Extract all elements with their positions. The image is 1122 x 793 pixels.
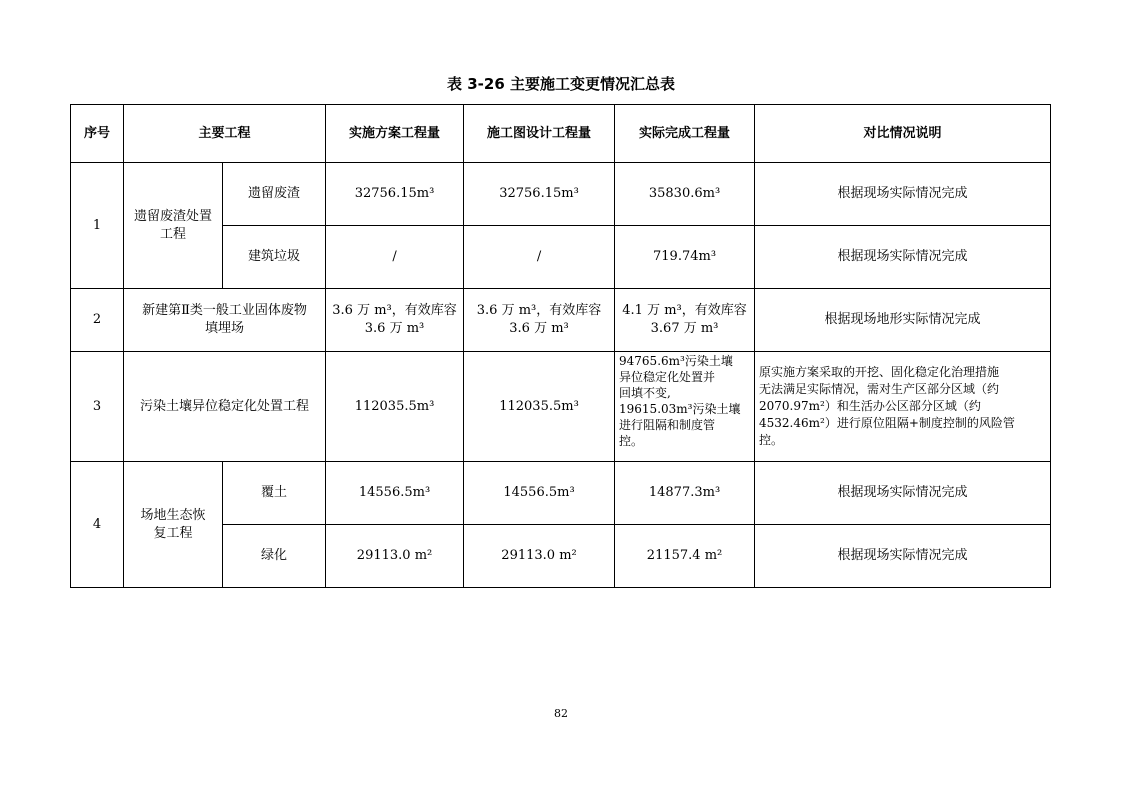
row3-actual: 94765.6m³污染土壤 异位稳定化处置并 回填不变, 19615.03m³污染土壤 进行阻隔和制度管 控。 xyxy=(615,352,755,462)
table-row xyxy=(71,163,1051,226)
table-row xyxy=(71,289,1051,352)
header-project: 主要工程 xyxy=(124,105,326,163)
table-row xyxy=(71,462,1051,525)
row3-design: 112035.5m³ xyxy=(464,352,615,462)
row2-plan: 3.6 万 m³，有效库容 3.6 万 m³ xyxy=(326,289,464,352)
row4a-item: 覆土 xyxy=(223,462,326,525)
row1a-design: 32756.15m³ xyxy=(464,163,615,226)
row4a-actual: 14877.3m³ xyxy=(615,462,755,525)
header-plan: 实施方案工程量 xyxy=(326,105,464,163)
row1b-design: / xyxy=(464,226,615,289)
header-row xyxy=(71,105,1051,163)
row4a-note: 根据现场实际情况完成 xyxy=(755,462,1051,525)
row3-note: 原实施方案采取的开挖、固化稳定化治理措施 无法满足实际情况，需对生产区部分区域（约 2070.97m²）和生活办公区部分区域（约 4532.46m²）进行原位阻隔+制度控制的风险管 控。 xyxy=(755,352,1051,462)
page-number: 82 xyxy=(554,707,568,720)
row1-group: 遗留废渣处置 工程 xyxy=(124,163,223,289)
row1b-note: 根据现场实际情况完成 xyxy=(755,226,1051,289)
row1b-item: 建筑垃圾 xyxy=(223,226,326,289)
header-design: 施工图设计工程量 xyxy=(464,105,615,163)
header-note: 对比情况说明 xyxy=(755,105,1051,163)
table-title: 表 3-26 主要施工变更情况汇总表 xyxy=(447,75,675,93)
row2-actual: 4.1 万 m³，有效库容 3.67 万 m³ xyxy=(615,289,755,352)
row2-item: 新建第Ⅱ类一般工业固体废物 填埋场 xyxy=(124,289,326,352)
change-summary-table xyxy=(70,104,1051,588)
row2-seq: 2 xyxy=(71,289,124,352)
table-row xyxy=(71,352,1051,462)
row4b-design: 29113.0 m² xyxy=(464,525,615,588)
row1-seq: 1 xyxy=(71,163,124,289)
row1b-plan: / xyxy=(326,226,464,289)
row2-note: 根据现场地形实际情况完成 xyxy=(755,289,1051,352)
header-actual: 实际完成工程量 xyxy=(615,105,755,163)
row2-design: 3.6 万 m³，有效库容 3.6 万 m³ xyxy=(464,289,615,352)
row1a-actual: 35830.6m³ xyxy=(615,163,755,226)
row4b-item: 绿化 xyxy=(223,525,326,588)
row4b-plan: 29113.0 m² xyxy=(326,525,464,588)
row3-plan: 112035.5m³ xyxy=(326,352,464,462)
row3-seq: 3 xyxy=(71,352,124,462)
row1a-item: 遗留废渣 xyxy=(223,163,326,226)
header-seq: 序号 xyxy=(71,105,124,163)
row4a-plan: 14556.5m³ xyxy=(326,462,464,525)
row3-item: 污染土壤异位稳定化处置工程 xyxy=(124,352,326,462)
row4a-design: 14556.5m³ xyxy=(464,462,615,525)
row4b-note: 根据现场实际情况完成 xyxy=(755,525,1051,588)
row1b-actual: 719.74m³ xyxy=(615,226,755,289)
row4-group: 场地生态恢 复工程 xyxy=(124,462,223,588)
row1a-plan: 32756.15m³ xyxy=(326,163,464,226)
row1a-note: 根据现场实际情况完成 xyxy=(755,163,1051,226)
row4-seq: 4 xyxy=(71,462,124,588)
row4b-actual: 21157.4 m² xyxy=(615,525,755,588)
